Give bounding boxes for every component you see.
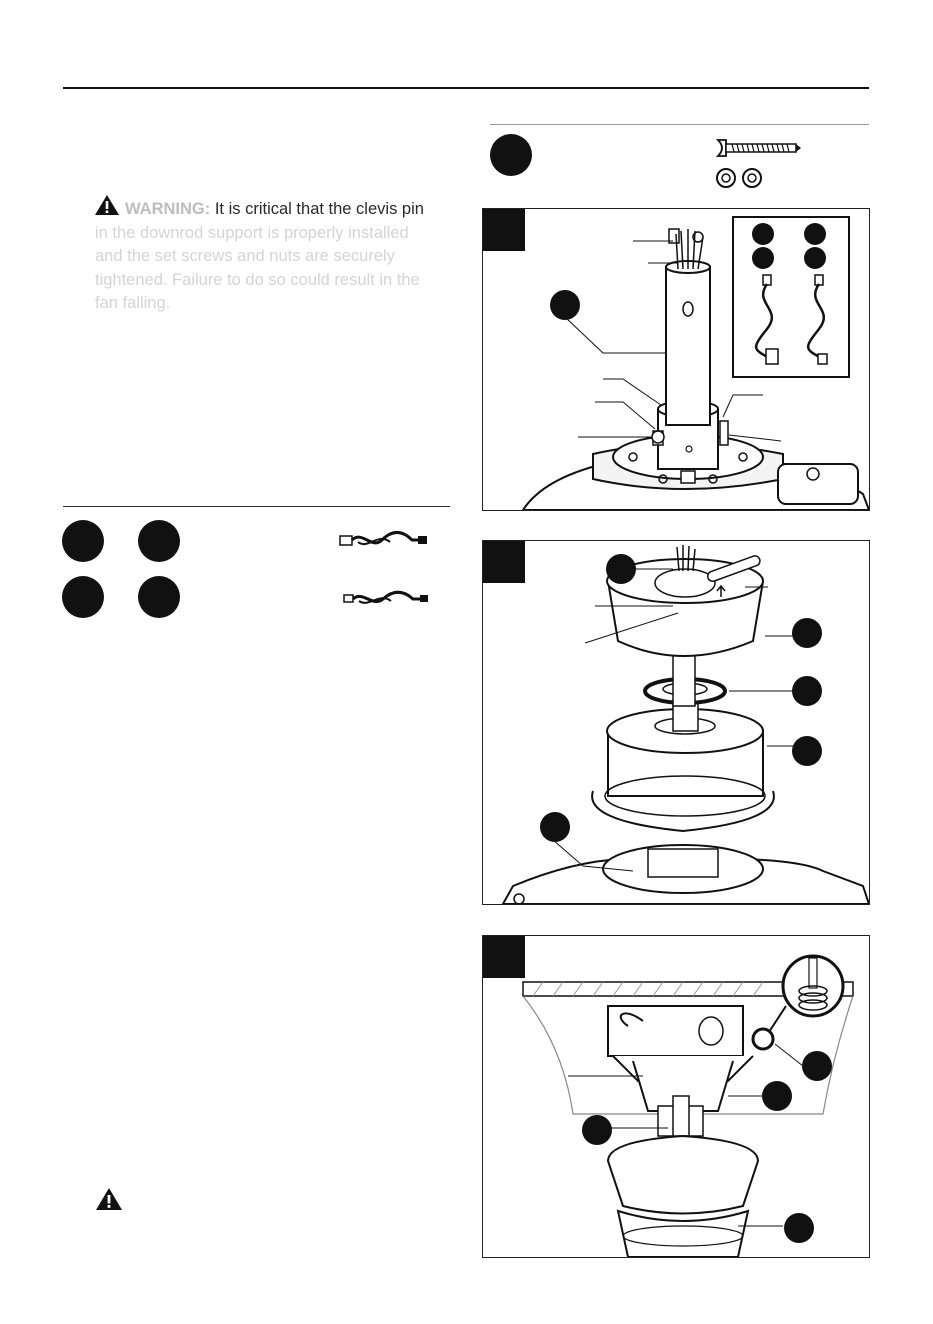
hardware-rule [490, 124, 869, 125]
part-callout-dot [62, 576, 104, 618]
top-rule [63, 87, 869, 89]
screw-and-washers-icon [714, 136, 802, 192]
downrod-assembly-illustration [483, 209, 869, 510]
step-panel-2 [482, 540, 870, 905]
warning-label: WARNING: [125, 200, 211, 218]
part-callout-dot [138, 576, 180, 618]
section-divider [63, 506, 450, 507]
wire-harness-icon [342, 588, 430, 610]
part-callout-dot [62, 520, 104, 562]
warning-line-4: tightened. Failure to do so could result in the [95, 270, 420, 289]
wire-harness-icon [338, 528, 430, 552]
ceiling-mount-illustration [483, 936, 869, 1257]
warning-line-3: and the set screws and nuts are securely [95, 247, 395, 265]
canopy-assembly-illustration [483, 541, 869, 904]
warning-line-1: It is critical that the clevis pin [214, 200, 424, 218]
warning-line-5: fan falling. [95, 294, 171, 312]
warning-triangle-icon [95, 1187, 123, 1211]
step-panel-1 [482, 208, 870, 511]
hardware-callout-dot [490, 134, 532, 176]
step-panel-3 [482, 935, 870, 1258]
warning-paragraph [95, 198, 455, 316]
part-callout-dot [138, 520, 180, 562]
warning-line-2: in the downrod support is properly installed [95, 223, 409, 242]
